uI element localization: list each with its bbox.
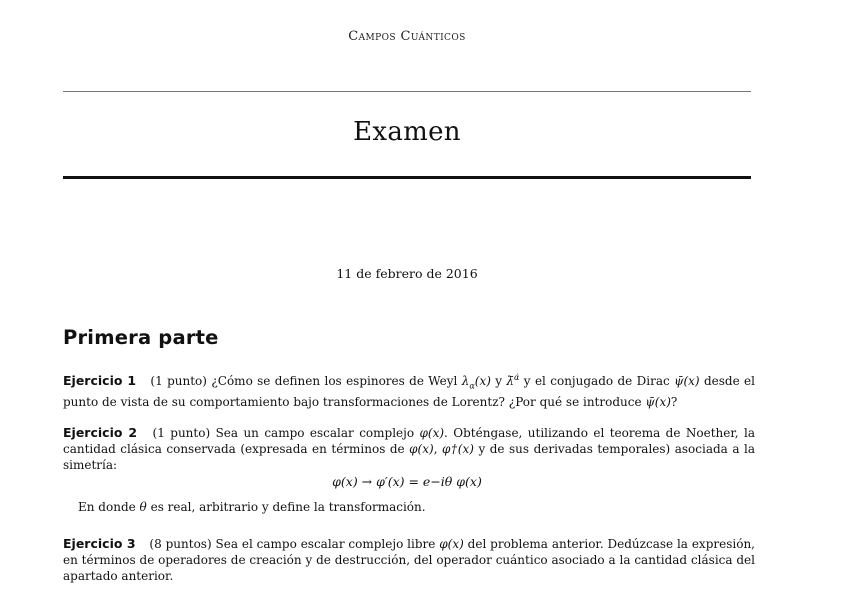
exercise-3-text-a: Sea el campo escalar complejo libre	[215, 537, 440, 551]
exercise-1-label: Ejercicio 1	[63, 373, 137, 388]
exercise-3-points: (8 puntos)	[149, 537, 212, 551]
exercise-1-text-e: ?	[670, 395, 678, 410]
exercise-2-phi-dagger: φ†(x)	[442, 442, 474, 456]
exercise-2-label: Ejercicio 2	[63, 425, 138, 440]
title-top-rule	[63, 91, 751, 92]
exercise-2-text-a: Sea un campo escalar complejo	[215, 426, 420, 440]
exercise-2-phi: φ(x)	[419, 426, 445, 440]
exercise-2	[63, 425, 755, 473]
exercise-1-weyl-lambda-bar: λ̄$^{\alphȧ}$	[506, 373, 520, 388]
exercise-3	[63, 536, 755, 584]
exercise-2-phi-2: φ(x)	[409, 442, 434, 456]
exercise-2-text-d: y de sus derivadas temporales) asociada a la simetría:	[63, 442, 755, 472]
course-header: Campos Cuánticos	[348, 29, 466, 44]
exercise-2-points: (1 punto)	[152, 426, 211, 440]
exercise-2-note-b: es real, arbitrario y define la transformación.	[146, 500, 426, 514]
exercise-2-text-c: ,	[433, 442, 443, 456]
symmetry-equation: φ(x) → φ′(x) = e−iθ φ(x)	[332, 474, 482, 489]
exercise-3-text-b: del problema anterior. Dedúzcase la expresión, en términos de operadores de creación y de destrucción, del operador cuántico asociado a la cantidad clásica del apartado anterior.	[63, 537, 755, 583]
exercise-2-note-a: En donde	[78, 500, 140, 514]
exercise-1-dirac-conjugate-2: ψ̄(x)	[645, 395, 671, 410]
exercise-1-points: (1 punto)	[150, 374, 207, 388]
exercise-3-label: Ejercicio 3	[63, 536, 136, 551]
exercise-1-text-c: y el conjugado de Dirac	[519, 374, 675, 388]
exam-title: Examen	[353, 117, 461, 147]
exercise-1-text-b: y	[490, 374, 507, 388]
exercise-2-note	[78, 500, 426, 514]
exercise-1-text-a: ¿Cómo se definen los espinores de Weyl	[211, 374, 462, 388]
exercise-1-weyl-lambda: $\lambda_\alpha(x)$	[461, 374, 491, 391]
exercise-3-phi: φ(x)	[439, 537, 464, 551]
exercise-1-dirac-conjugate: ψ̄(x)	[674, 374, 700, 388]
title-bottom-rule	[63, 176, 751, 179]
exercise-2-text-b: . Obténgase, utilizando el teorema de Noether, la cantidad clásica conservada (expresada en términos de	[63, 426, 755, 456]
exam-date: 11 de febrero de 2016	[336, 266, 478, 281]
exercise-1-text-d: desde el punto de vista de su comportamiento bajo transformaciones de Lorentz? ¿Por qué se introduce	[63, 374, 755, 410]
exercise-1	[63, 370, 755, 410]
exercise-2-theta: θ	[139, 500, 147, 514]
section-heading: Primera parte	[63, 326, 219, 349]
